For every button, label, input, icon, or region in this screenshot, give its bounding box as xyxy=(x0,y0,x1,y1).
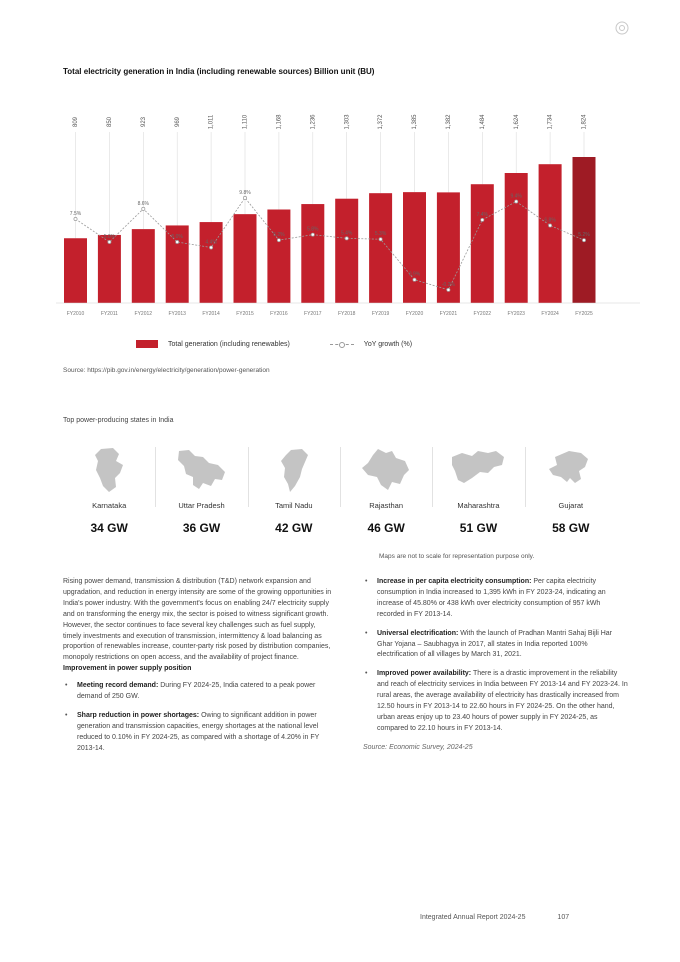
growth-point xyxy=(379,238,382,241)
rajasthan-map-icon xyxy=(356,445,416,495)
generation-bar xyxy=(64,238,87,303)
growth-point xyxy=(311,233,314,236)
bullet-text: With the launch of Pradhan Mantri Sahaj Bijli Har Ghar Yojana – Saubhagya in 2017, all states in India reported 100% electrification of all villages by March 31, 2021. xyxy=(377,629,612,659)
left-column xyxy=(63,577,335,763)
growth-label: 5.2% xyxy=(578,232,590,239)
right-column xyxy=(363,577,628,754)
category-label: FY2023 xyxy=(507,311,525,317)
state-card-maharashtra xyxy=(432,443,524,543)
state-name: Rajasthan xyxy=(369,501,404,510)
growth-label: 8.6% xyxy=(137,200,150,207)
intro-paragraph: Rising power demand, transmission & distribution (T&D) network expansion and upgradation, and reduction in energy intensity are some of the growing opportunities in India's power industry. With the government's focus on enabling 24/7 electricity supply and on transforming the energy mix, the sector is poised to witness significant growth. However, the sector continues to face several key challenges such as fuel supply, timely investments and execution of transmission, intermittency & load balancing as proportion of renewables increase, counter-party risk posed by distribution companies, monopoly restrictions on open access, and the availability of project finance. xyxy=(63,578,332,662)
state-name: Tamil Nadu xyxy=(275,501,313,510)
category-label: FY2017 xyxy=(304,311,322,317)
bar-value-label: 1,236 xyxy=(310,114,317,130)
generation-bar xyxy=(200,222,223,303)
generation-bar xyxy=(471,184,494,303)
state-card-rajasthan xyxy=(340,443,432,543)
states-title: Top power-producing states in India xyxy=(63,417,174,424)
category-label: FY2020 xyxy=(405,311,424,317)
bar-value-label: 923 xyxy=(140,116,147,128)
bullet-bold: Improved power availability: xyxy=(377,670,472,678)
growth-label: 5.4% xyxy=(340,230,353,237)
state-capacity: 34 GW xyxy=(90,521,128,535)
tamil-nadu-map-icon xyxy=(264,445,324,495)
category-label: FY2024 xyxy=(541,311,559,317)
growth-label: 7.4% xyxy=(476,211,489,218)
category-label: FY2022 xyxy=(473,311,492,317)
page-footer xyxy=(420,914,569,921)
bullet-text: There is a drastic improvement in the reliability and reach of electricity services in India between FY 2013-14 and FY 2023-24. In rural areas, the average availability of electricity has drastically increased from 12.50 hours in FY 2013-14 to 22.60 hours in FY 2024-25. On the other hand, urban areas enjoy up to 23.40 hours of power supply in FY 2024-25, as compared to 22.10 hours in FY 2013-14. xyxy=(377,670,628,732)
category-label: FY2015 xyxy=(236,311,254,317)
generation-bar xyxy=(234,214,257,303)
generation-bar xyxy=(301,204,324,303)
legend-bars-label: Total generation (including renewables) xyxy=(168,340,290,348)
growth-label: 7.5% xyxy=(69,211,82,217)
generation-bar xyxy=(505,173,528,303)
bullet-item xyxy=(363,669,628,734)
state-capacity: 42 GW xyxy=(275,521,313,535)
growth-point xyxy=(74,217,77,220)
growth-point xyxy=(108,240,111,243)
uttar-pradesh-map-icon xyxy=(171,445,231,495)
growth-label: 4.4% xyxy=(205,239,217,246)
growth-point xyxy=(447,288,450,291)
growth-point xyxy=(176,240,179,243)
growth-point xyxy=(210,246,213,249)
bar-value-label: 1,624 xyxy=(513,114,520,130)
state-card-tamil-nadu xyxy=(248,443,340,543)
bar-value-label: 1,734 xyxy=(547,114,554,130)
bar-value-label: 1,484 xyxy=(479,114,486,130)
generation-bar xyxy=(335,199,358,303)
bar-value-label: 1,824 xyxy=(581,114,588,130)
state-capacity: 46 GW xyxy=(367,521,405,535)
bullet-bold: Increase in per capita electricity consumption: xyxy=(377,578,532,585)
state-capacity: 36 GW xyxy=(182,521,221,535)
bar-value-label: 1,382 xyxy=(445,114,452,130)
growth-point xyxy=(142,207,145,210)
generation-bar xyxy=(98,235,121,303)
bullet-text: Per capita electricity consumption in India increased to 1,395 kWh in FY 2023-24, indicating an increase of 45.80% or 438 kWh over electricity consumption of 957 kWh recorded in FY 2013-14. xyxy=(377,578,606,618)
bar-value-label: 809 xyxy=(73,116,80,128)
supply-heading: Improvement in power supply position xyxy=(63,665,192,673)
growth-label: 6.8% xyxy=(544,217,556,224)
bar-value-label: 850 xyxy=(106,116,113,128)
state-capacity: 58 GW xyxy=(552,521,590,535)
legend-line-swatch xyxy=(330,344,354,345)
bar-value-label: 1,372 xyxy=(378,114,385,130)
report-name: Integrated Annual Report 2024-25 xyxy=(420,914,526,921)
bullet-bold: Meeting record demand: xyxy=(77,682,159,690)
category-label: FY2010 xyxy=(66,311,85,317)
maharashtra-map-icon xyxy=(448,445,508,495)
growth-point xyxy=(549,224,552,227)
karnataka-map-icon xyxy=(79,445,139,495)
state-card-uttar-pradesh xyxy=(155,443,247,543)
bar-value-label: 1,110 xyxy=(242,114,249,130)
legend-bar-swatch xyxy=(136,340,158,348)
growth-point xyxy=(481,218,484,221)
growth-point xyxy=(413,278,416,281)
bullet-text: Owing to significant addition in power generation and transmission capacities, energy shortages at the national level reduced to 0.10% in FY 2024-25, as compared with a shortage of 4.20% in FY 2013-14. xyxy=(77,711,320,752)
growth-label: 5.0% xyxy=(103,234,116,240)
chart-title: Total electricity generation in India (including renewable sources) Billion unit (BU) xyxy=(63,67,375,76)
bar-value-label: 1,385 xyxy=(412,114,419,130)
generation-bar xyxy=(369,193,392,303)
right-source: Source: Economic Survey, 2024-25 xyxy=(363,743,473,751)
state-name: Maharashtra xyxy=(457,501,500,510)
bar-value-label: 1,303 xyxy=(344,114,351,130)
category-label: FY2016 xyxy=(270,311,288,317)
growth-point xyxy=(582,239,585,242)
category-label: FY2018 xyxy=(337,311,356,317)
growth-label: 5.0% xyxy=(171,234,183,240)
bullet-bold: Universal electrification: xyxy=(377,629,459,637)
state-name: Uttar Pradesh xyxy=(178,501,225,510)
category-label: FY2019 xyxy=(371,311,390,317)
generation-bar xyxy=(573,157,596,303)
category-label: FY2025 xyxy=(575,311,593,317)
bullet-item xyxy=(63,711,335,755)
left-bullet-list xyxy=(63,681,335,754)
generation-bar xyxy=(403,192,426,303)
generation-bar xyxy=(267,210,290,303)
growth-label: 5.2% xyxy=(273,232,285,239)
growth-label: 0.9% xyxy=(408,271,421,278)
gujarat-map-icon xyxy=(541,445,601,495)
circle-logo-icon xyxy=(614,20,630,36)
bullet-bold: Sharp reduction in power shortages: xyxy=(77,711,200,719)
bar-value-label: 1,168 xyxy=(276,114,283,130)
bullet-text: During FY 2024-25, India catered to a peak power demand of 250 GW. xyxy=(77,682,316,701)
bullet-item xyxy=(363,577,628,621)
page-number: 107 xyxy=(557,914,570,921)
growth-label: 9.4% xyxy=(510,193,522,200)
state-name: Karnataka xyxy=(92,501,127,510)
growth-point xyxy=(277,239,280,242)
growth-label: 9.8% xyxy=(239,189,251,196)
right-bullet-list xyxy=(363,577,628,735)
generation-bar xyxy=(539,164,562,303)
legend-line-label: YoY growth (%) xyxy=(363,340,413,348)
category-label: FY2011 xyxy=(100,311,118,317)
category-label: FY2014 xyxy=(202,311,220,317)
generation-bar xyxy=(132,229,155,303)
generation-bar-chart xyxy=(56,100,640,325)
growth-label: -0.2% xyxy=(441,281,455,288)
bullet-item xyxy=(363,629,628,662)
state-name: Gujarat xyxy=(558,501,584,510)
growth-label: 5.3% xyxy=(374,231,387,238)
growth-point xyxy=(345,237,348,240)
state-card-karnataka xyxy=(63,443,155,543)
state-capacity: 51 GW xyxy=(459,521,498,535)
bar-value-label: 1,011 xyxy=(208,114,215,130)
bar-value-label: 969 xyxy=(174,116,181,128)
chart-legend xyxy=(136,340,412,348)
bullet-item xyxy=(63,681,335,703)
growth-point xyxy=(515,200,518,203)
category-label: FY2012 xyxy=(134,311,153,317)
category-label: FY2021 xyxy=(439,311,458,317)
maps-note: Maps are not to scale for representation purpose only. xyxy=(379,553,535,560)
category-label: FY2013 xyxy=(168,311,186,317)
growth-label: 5.8% xyxy=(307,226,319,233)
states-row xyxy=(63,443,617,543)
state-card-gujarat xyxy=(525,443,617,543)
chart-source: Source: https://pib.gov.in/energy/electricity/generation/power-generation xyxy=(63,367,270,374)
growth-point xyxy=(243,196,246,199)
